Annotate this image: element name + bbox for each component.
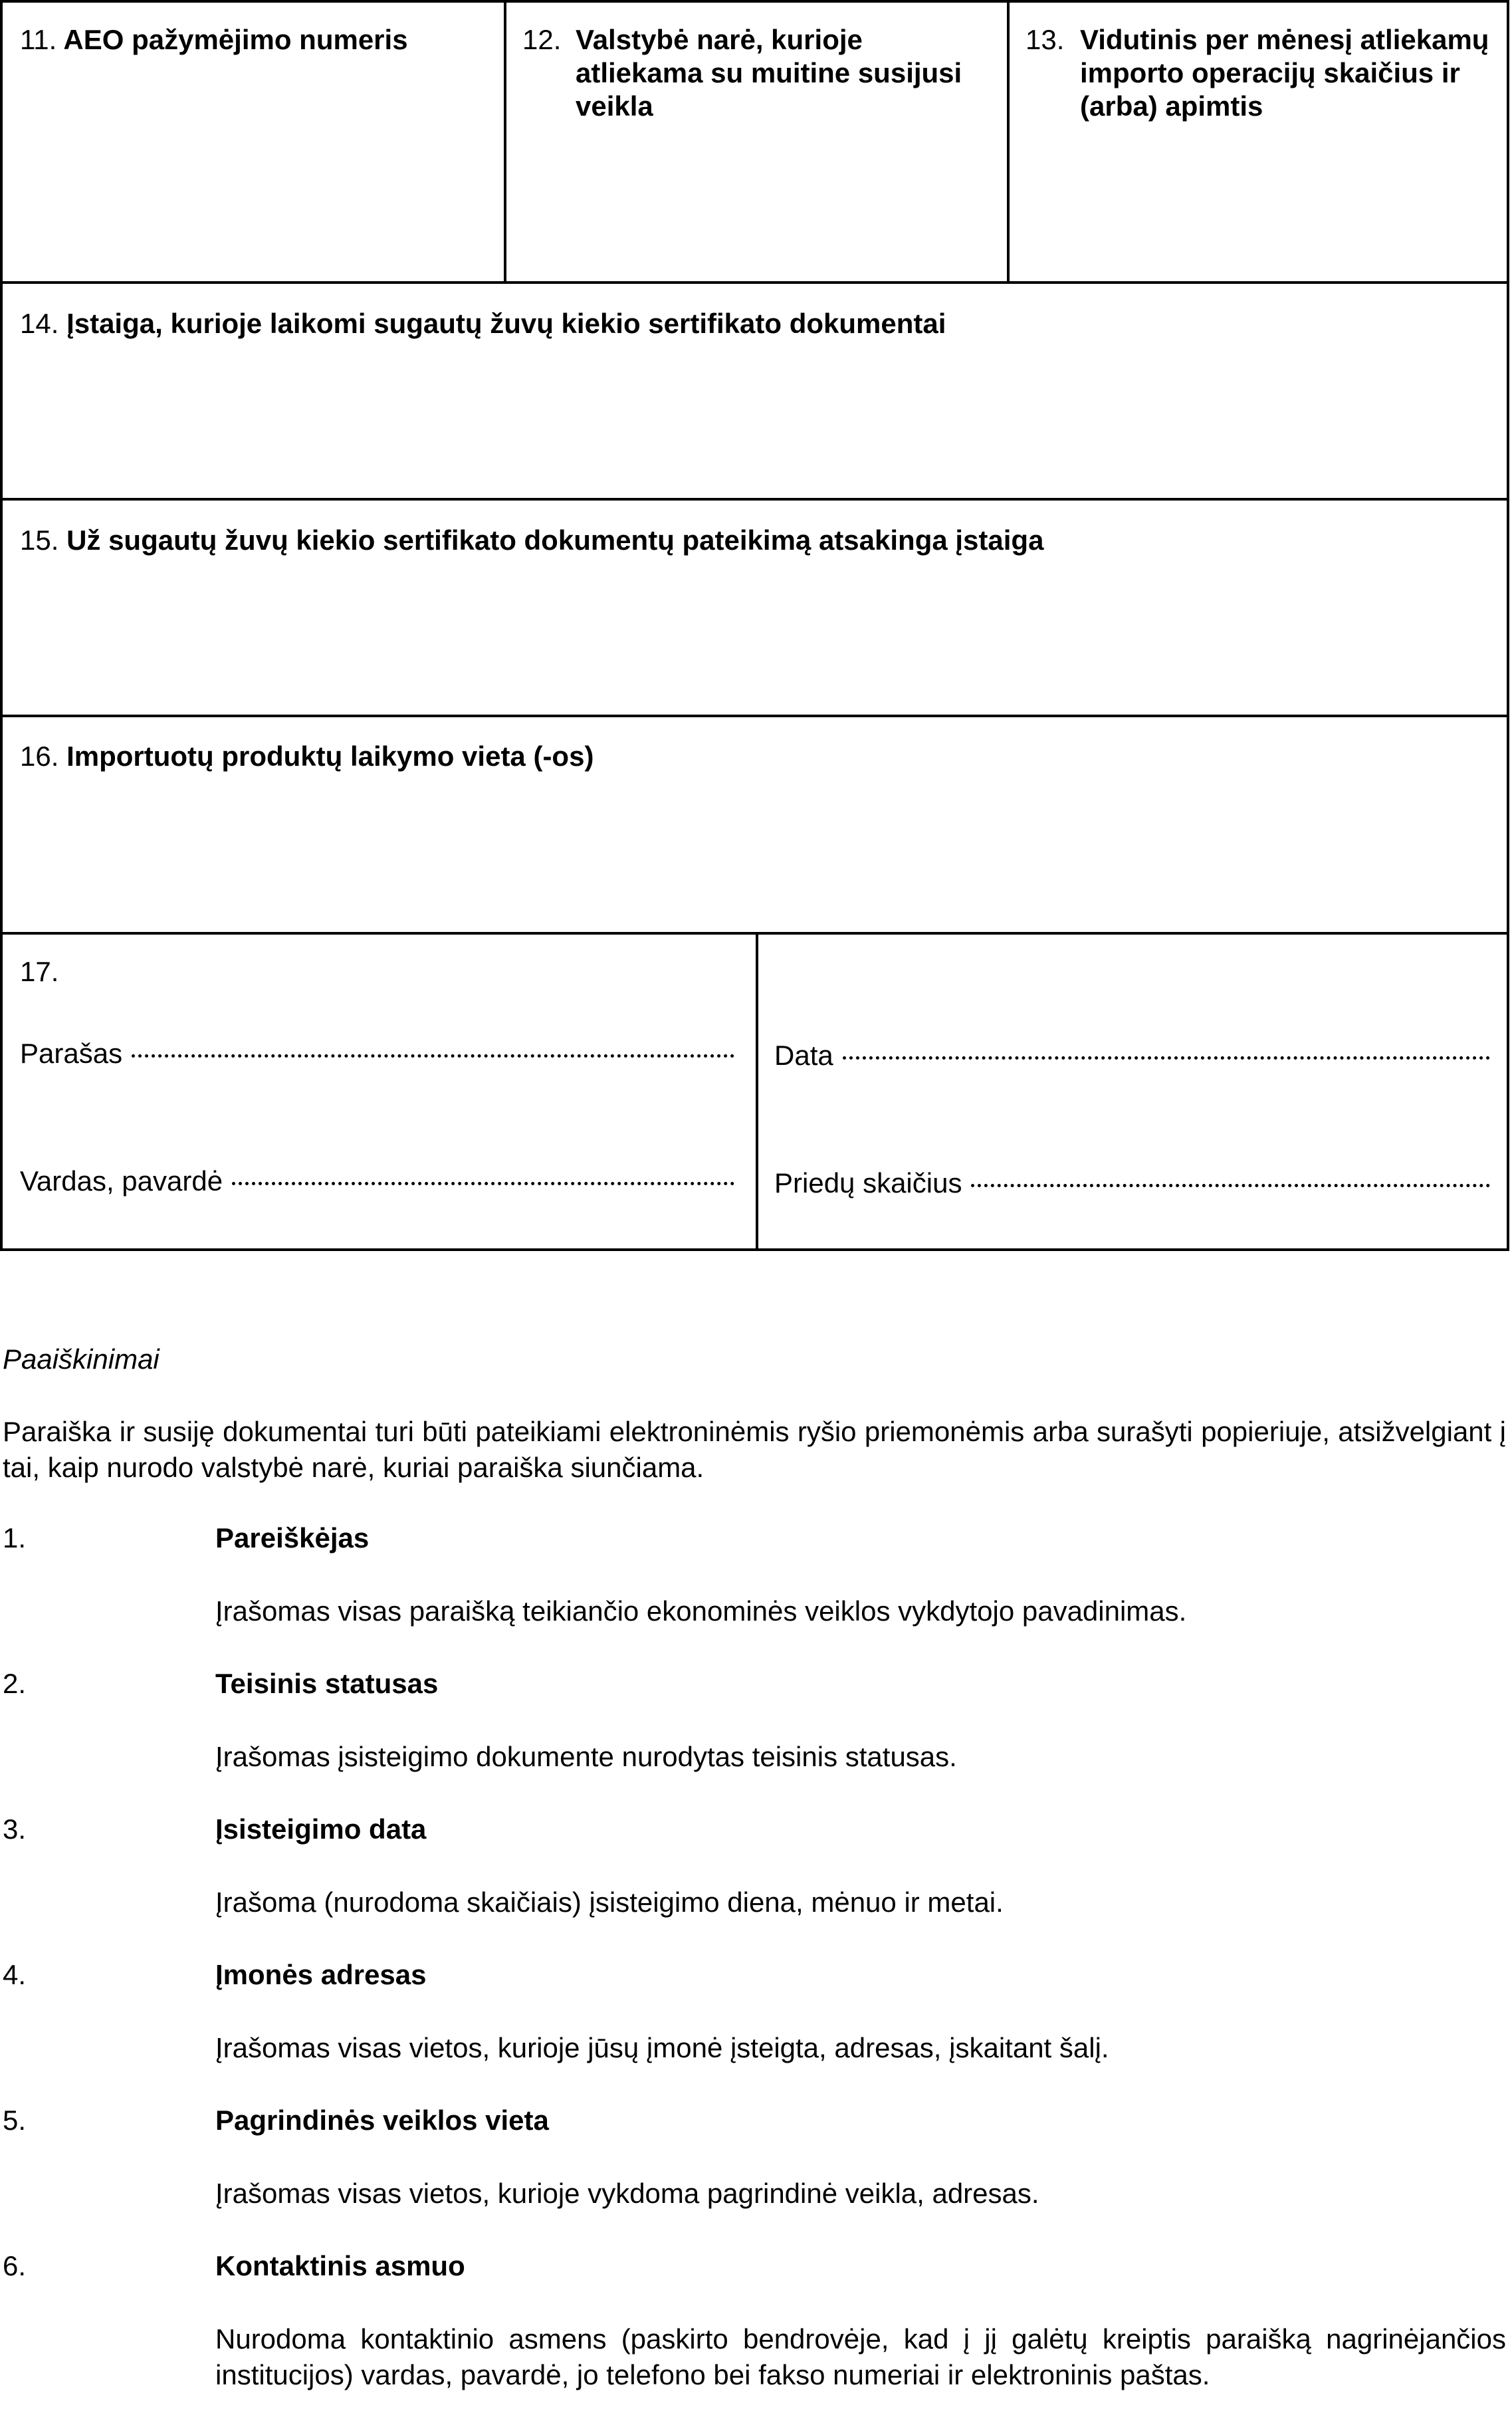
box-15-label: Už sugautų žuvų kiekio sertifikato dokumentų pateikimą atsakinga įstaiga (66, 524, 1044, 556)
form-divider-col-17 (756, 932, 758, 1251)
form-border-right (1507, 0, 1509, 1251)
box-15 (20, 524, 1482, 557)
box-11-number: 11. (20, 24, 57, 55)
note-1-number: 1. (3, 1522, 27, 1553)
note-1-title: Pareiškėjas (215, 1522, 370, 1553)
form-divider-row1 (0, 281, 1509, 284)
signature-dotted-line (132, 1054, 734, 1058)
note-2-text: Įrašomas įsisteigimo dokumente nurodytas teisinis statusas. (215, 1741, 957, 1772)
box-12-label: Valstybė narė, kurioje atliekama su muitine susijusi veikla (576, 24, 962, 122)
box-13-label: Vidutinis per mėnesį atliekamų importo operacijų skaičius ir (arba) apimtis (1080, 24, 1489, 122)
note-4-number: 4. (3, 1959, 27, 1990)
box-14 (20, 307, 1482, 340)
attachments-label: Priedų skaičius (774, 1167, 962, 1199)
box-16 (20, 740, 1482, 773)
notes-heading: Paaiškinimai (3, 1343, 160, 1375)
note-3-text: Įrašoma (nurodoma skaičiais) įsisteigimo diena, mėnuo ir metai. (215, 1887, 1004, 1918)
date-dotted-line (843, 1056, 1490, 1060)
box-12-number: 12. (522, 24, 562, 55)
date-label: Data (774, 1040, 833, 1071)
attachments-field[interactable] (774, 1167, 1490, 1200)
box-11-label: AEO pažymėjimo numeris (63, 24, 408, 55)
box-14-label: Įstaiga, kurioje laikomi sugautų žuvų kiekio sertifikato dokumentai (66, 308, 946, 339)
box-13 (1026, 23, 1497, 123)
note-5-title: Pagrindinės veiklos vieta (215, 2105, 549, 2136)
note-2-number: 2. (3, 1668, 27, 1699)
name-field[interactable] (20, 1165, 734, 1198)
signature-label: Parašas (20, 1038, 123, 1069)
form-border-bottom (0, 1248, 1509, 1251)
form-border-left (0, 0, 3, 1251)
box-13-number: 13. (1026, 24, 1065, 55)
box-12 (522, 23, 988, 123)
form-divider-row4 (0, 932, 1509, 935)
box-17-number: 17. (20, 956, 59, 987)
note-1-text: Įrašomas visas paraišką teikiančio ekonominės veiklos vykdytojo pavadinimas. (215, 1595, 1187, 1627)
form-divider-row2 (0, 498, 1509, 501)
note-4-title: Įmonės adresas (215, 1959, 427, 1990)
note-3-number: 3. (3, 1813, 27, 1845)
box-15-number: 15. (20, 524, 59, 556)
note-6-text: Nurodoma kontaktinio asmens (paskirto bendrovėje, kad į jį galėtų kreiptis paraišką nagrinėjančios institucijos) vardas, pavardė, jo telefono bei fakso numeriai ir elektroninis paštas. (215, 2323, 1506, 2390)
box-11 (20, 23, 485, 57)
form-border-top (0, 0, 1509, 3)
name-label: Vardas, pavardė (20, 1165, 223, 1197)
form-divider-row3 (0, 715, 1509, 717)
note-6-title: Kontaktinis asmuo (215, 2250, 465, 2281)
name-dotted-line (232, 1182, 734, 1185)
date-field[interactable] (774, 1039, 1490, 1072)
attachments-dotted-line (971, 1184, 1490, 1187)
note-5-number: 5. (3, 2105, 27, 2136)
note-5-text: Įrašomas visas vietos, kurioje vykdoma pagrindinė veikla, adresas. (215, 2178, 1039, 2209)
note-6-number: 6. (3, 2250, 27, 2281)
form-divider-col-12 (504, 0, 506, 284)
box-16-number: 16. (20, 741, 59, 772)
box-14-number: 14. (20, 308, 59, 339)
note-3-title: Įsisteigimo data (215, 1813, 427, 1845)
notes-intro: Paraiška ir susiję dokumentai turi būti pateikiami elektroninėmis ryšio priemonėmis arba surašyti popieriuje, atsižvelgiant į tai, kaip nurodo valstybė narė, kuriai paraiška siunčiama. (3, 1416, 1506, 1483)
signature-field[interactable] (20, 1037, 734, 1070)
form-divider-col-13 (1007, 0, 1010, 284)
note-2-title: Teisinis statusas (215, 1668, 439, 1699)
note-4-text: Įrašomas visas vietos, kurioje jūsų įmonė įsteigta, adresas, įskaitant šalį. (215, 2032, 1109, 2063)
box-16-label: Importuotų produktų laikymo vieta (-os) (66, 741, 594, 772)
